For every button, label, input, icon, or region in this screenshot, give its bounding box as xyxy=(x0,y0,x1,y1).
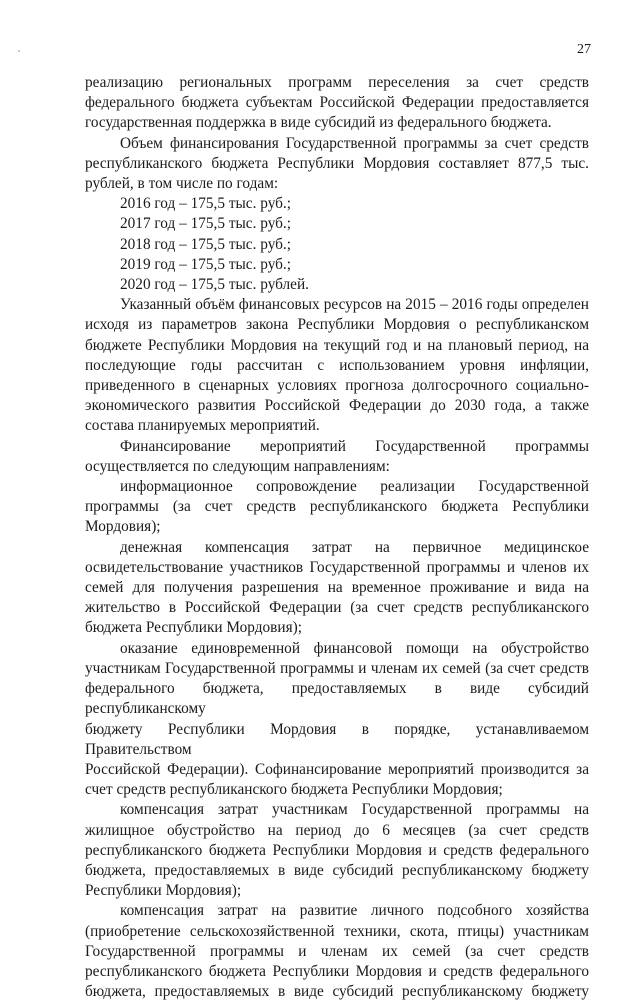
text-line: 2020 год – 175,5 тыс. рублей. xyxy=(120,276,309,294)
text-line: республиканского бюджета Республики Мордовия и средств федерального xyxy=(85,962,589,980)
text-line: 2018 год – 175,5 тыс. руб.; xyxy=(120,235,291,253)
text-line: денежная компенсация затрат на первичное медицинское xyxy=(120,538,589,556)
text-line: 2016 год – 175,5 тыс. руб.; xyxy=(120,195,291,213)
text-line: республиканского бюджета Республики Мордовия составляет 877,5 тыс. xyxy=(85,154,589,172)
text-line: приведенного в сценарных условиях прогноза долгосрочного социально- xyxy=(85,377,589,395)
text-line: рублей, в том числе по годам: xyxy=(85,175,279,193)
text-line: Государственной программы и членам их семей (за счет средств xyxy=(85,942,589,960)
scan-dot xyxy=(18,50,20,52)
text-line: бюджету Республики Мордовия в порядке, устанавливаемом Правительством xyxy=(85,720,589,758)
text-line: 2017 год – 175,5 тыс. руб.; xyxy=(120,215,291,233)
text-line: бюджета, предоставляемых в виде субсидий республиканскому бюджету xyxy=(85,983,589,1001)
text-line: Российской Федерации). Софинансирование мероприятий производится за xyxy=(85,760,589,778)
text-line: бюджете Республики Мордовия на текущий год и на плановый период, на xyxy=(85,336,589,354)
text-line: осуществляется по следующим направлениям: xyxy=(85,457,390,475)
text-line: бюджета Республики Мордовия); xyxy=(85,619,302,637)
text-line: Объем финансирования Государственной программы за счет средств xyxy=(120,134,589,152)
page-number: 27 xyxy=(577,42,591,57)
body-text xyxy=(85,73,589,1002)
text-line: государственная поддержка в виде субсидий из федерального бюджета. xyxy=(85,114,552,132)
text-line: реализацию региональных программ переселения за счет средств xyxy=(85,74,589,91)
text-line: освидетельствование участников Государственной программы и членов их xyxy=(85,558,589,576)
text-line: счет средств республиканского бюджета Республики Мордовия; xyxy=(85,781,503,799)
text-line: информационное сопровождение реализации Государственной xyxy=(120,478,589,496)
text-line: жилищное обустройство на период до 6 месяцев (за счет средств xyxy=(85,821,589,839)
text-line: исходя из параметров закона Республики Мордовия о республиканском xyxy=(85,316,589,334)
text-line: последующие годы рассчитан с использованием уровня инфляции, xyxy=(85,356,589,374)
text-line: Финансирование мероприятий Государственной программы xyxy=(120,437,589,455)
text-line: компенсация затрат на развитие личного подсобного хозяйства xyxy=(120,902,589,920)
text-line: состава планируемых мероприятий. xyxy=(85,417,320,435)
text-line: Указанный объём финансовых ресурсов на 2015 – 2016 годы определен xyxy=(120,296,589,314)
text-line: компенсация затрат участникам Государственной программы на xyxy=(120,801,589,819)
text-line: бюджета, предоставляемых в виде субсидий республиканскому бюджету xyxy=(85,861,589,879)
text-line: республиканского бюджета Республики Мордовия и средств федерального xyxy=(85,841,589,859)
text-line: семей для получения разрешения на временное проживание и вида на xyxy=(85,579,589,597)
text-line: 2019 год – 175,5 тыс. руб.; xyxy=(120,255,291,273)
text-line: Республики Мордовия); xyxy=(85,882,242,900)
text-line: (приобретение сельскохозяйственной техники, скота, птицы) участникам xyxy=(85,922,589,940)
text-line: участникам Государственной программы и членам их семей (за счет средств xyxy=(85,659,589,677)
text-line: жительство в Российской Федерации (за счет средств республиканского xyxy=(85,599,589,617)
text-line: оказание единовременной финансовой помощи на обустройство xyxy=(120,639,589,657)
text-line: программы (за счет средств республиканского бюджета Республики xyxy=(85,498,589,516)
text-line: Мордовия); xyxy=(85,518,161,536)
text-line: экономического развития Российской Федерации до 2030 года, а также xyxy=(85,397,589,415)
text-line: федерального бюджета субъектам Российской Федерации предоставляется xyxy=(85,94,589,112)
text-line: федерального бюджета, предоставляемых в виде субсидий республиканскому xyxy=(85,680,589,718)
